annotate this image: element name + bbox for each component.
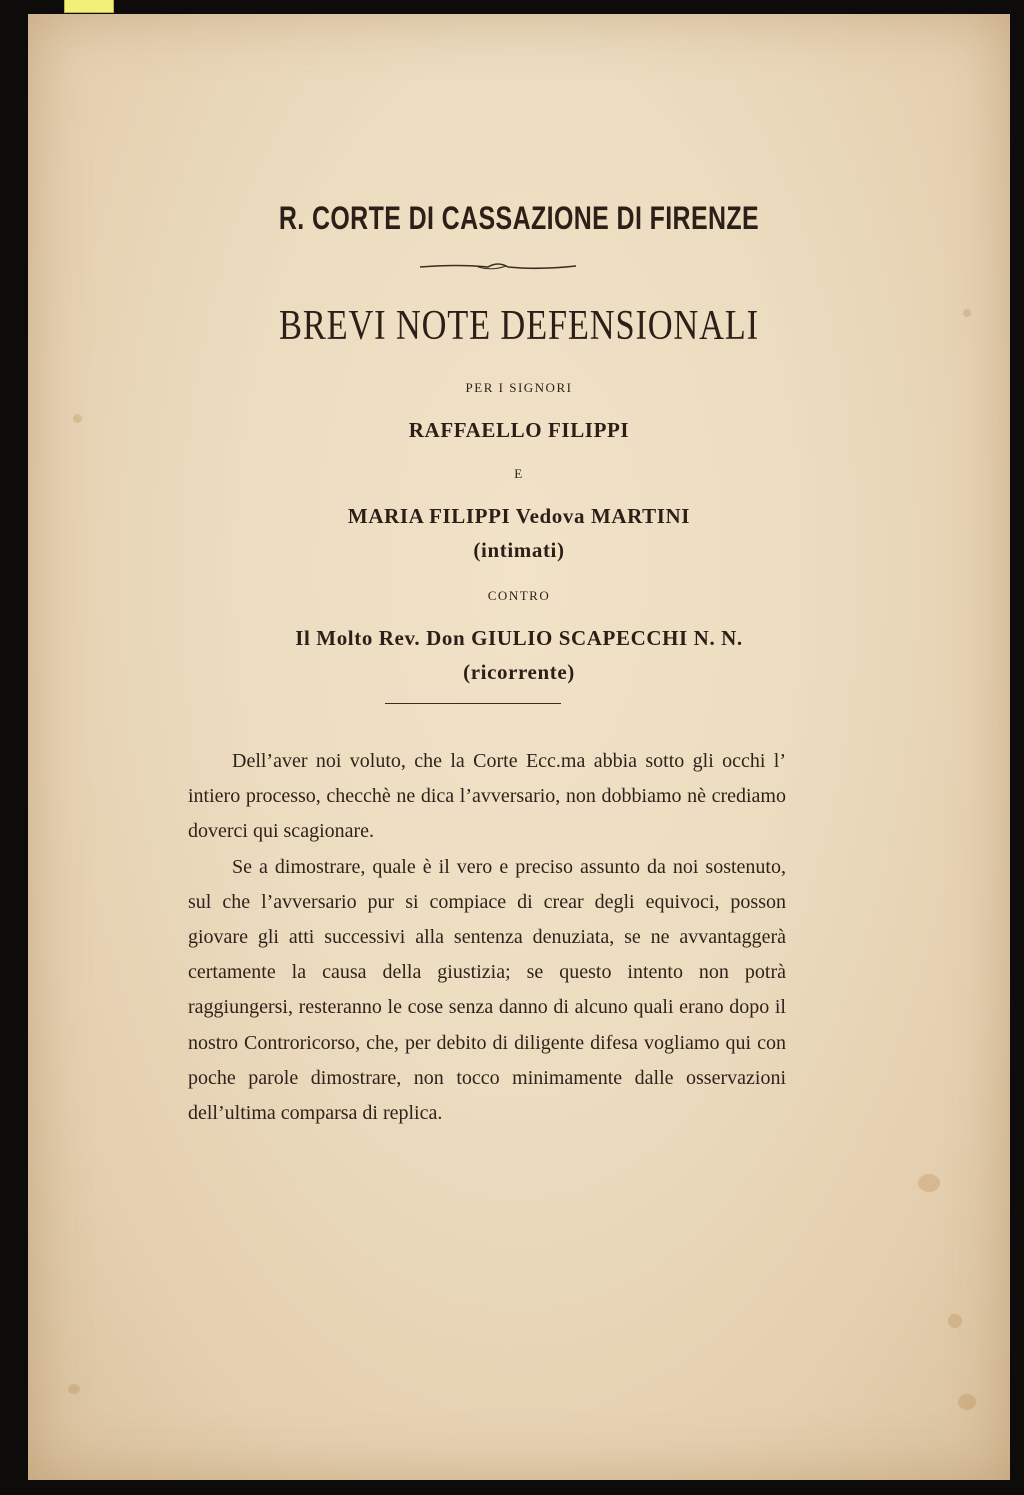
contro-label: CONTRO <box>487 588 551 603</box>
separator-rule <box>385 703 561 704</box>
yellow-tab-marker <box>64 0 114 13</box>
per-label: PER I SIGNORI <box>465 380 573 395</box>
paper-sheet <box>28 14 1010 1480</box>
ornament-divider-icon <box>418 258 578 274</box>
conjunction: E <box>514 466 524 481</box>
party-role-ricorrente: (ricorrente) <box>463 660 575 684</box>
document-content <box>28 14 1010 1480</box>
paragraph-2: Se a dimostrare, quale è il vero e preciso assunto da noi sostenuto, sul che l’avversario pur si compiace di crear degli equivoci, posson giovare gli atti successivi alla sentenza denuziata, se ne avvantaggerà certamente la causa della giustizia; se questo intento non potrà raggiungersi, resteranno le cose senza danno di alcuno quali erano dopo il nostro Controricorso, che, per debito di diligente difesa vogliamo qui con poche parole dimostrare, non tocco minimamente dalle osservazioni dell’ultima comparsa di replica. <box>188 855 786 1125</box>
party-name-1: RAFFAELLO FILIPPI <box>408 418 630 442</box>
court-heading: R. CORTE DI CASSAZIONE DI FIRENZE <box>278 200 760 236</box>
party-name-2: MARIA FILIPPI Vedova MARTINI <box>347 504 691 528</box>
body-text <box>188 744 786 1131</box>
opponent-name: Il Molto Rev. Don GIULIO SCAPECCHI N. N. <box>295 626 743 650</box>
party-role-intimati: (intimati) <box>473 538 565 562</box>
document-title: BREVI NOTE DEFENSIONALI <box>279 303 759 349</box>
paragraph-1: Dell’aver noi voluto, che la Corte Ecc.ma abbia sotto gli occhi l’ intiero processo, checchè ne dica l’avversario, non dobbiamo nè crediamo doverci qui scagionare. <box>188 750 786 843</box>
